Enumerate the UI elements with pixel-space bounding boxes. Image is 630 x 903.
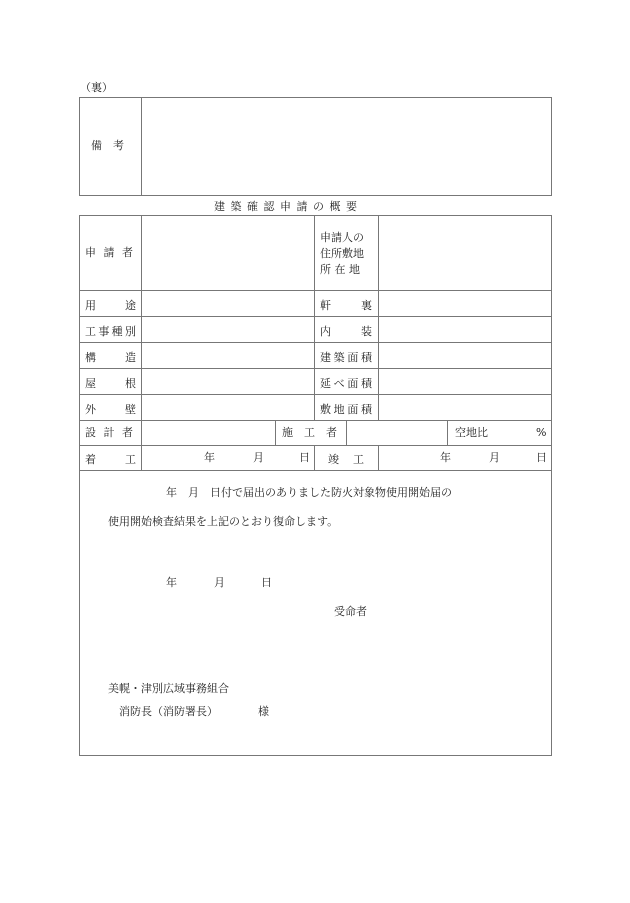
completion-month: 月 bbox=[489, 451, 500, 464]
start-month: 月 bbox=[253, 451, 264, 464]
designer-label: 設 計 者 bbox=[85, 426, 135, 439]
applicant-address-label: 申請人の 住所敷地 所 在 地 bbox=[320, 231, 364, 276]
addressee: 消防長（消防署長） bbox=[119, 705, 218, 718]
work-type-field[interactable] bbox=[142, 317, 314, 342]
open-space-label: 空地比 bbox=[455, 426, 488, 439]
contractor-field[interactable] bbox=[347, 421, 447, 445]
eaves-label: 軒 裏 bbox=[320, 299, 372, 312]
work-type-label: 工 事 種 別 bbox=[85, 325, 136, 338]
roof-label: 屋 根 bbox=[85, 377, 136, 390]
site-area-field[interactable] bbox=[379, 395, 551, 420]
completion-label: 竣 工 bbox=[328, 453, 364, 466]
section-title: 建 築 確 認 申 請 の 概 要 bbox=[214, 200, 358, 213]
designer-field[interactable] bbox=[142, 421, 275, 445]
interior-label: 内 装 bbox=[320, 325, 372, 338]
completion-day: 日 bbox=[536, 451, 547, 464]
applicant-label: 申 請 者 bbox=[85, 246, 135, 259]
report-line-1: 年 月 日付で届出のありました防火対象物使用開始届の bbox=[166, 486, 452, 499]
start-date-field[interactable] bbox=[142, 446, 314, 470]
site-area-label: 敷 地 面 積 bbox=[320, 403, 372, 416]
structure-field[interactable] bbox=[142, 343, 314, 368]
open-space-unit: % bbox=[536, 426, 547, 439]
eaves-field[interactable] bbox=[379, 291, 551, 316]
report-date-day: 日 bbox=[261, 576, 272, 589]
honorific: 様 bbox=[258, 705, 269, 718]
structure-label: 構 造 bbox=[85, 351, 136, 364]
completion-year: 年 bbox=[440, 451, 451, 464]
page-marker: （裏） bbox=[80, 81, 113, 94]
report-date-month: 月 bbox=[214, 576, 225, 589]
completion-date-field[interactable] bbox=[379, 446, 551, 470]
total-floor-area-label: 延 べ 面 積 bbox=[320, 377, 372, 390]
report-line-2: 使用開始検査結果を上記のとおり復命します。 bbox=[108, 515, 339, 528]
start-label: 着 工 bbox=[85, 453, 136, 466]
applicant-field[interactable] bbox=[142, 216, 314, 290]
start-day: 日 bbox=[299, 451, 310, 464]
exterior-wall-label: 外 壁 bbox=[85, 403, 136, 416]
total-floor-area-field[interactable] bbox=[379, 369, 551, 394]
contractor-label: 施 工 者 bbox=[282, 426, 337, 439]
start-year: 年 bbox=[204, 451, 215, 464]
remarks-field[interactable] bbox=[142, 98, 551, 195]
exterior-wall-field[interactable] bbox=[142, 395, 314, 420]
usage-field[interactable] bbox=[142, 291, 314, 316]
remarks-label: 備 考 bbox=[91, 139, 124, 152]
interior-field[interactable] bbox=[379, 317, 551, 342]
building-area-field[interactable] bbox=[379, 343, 551, 368]
reporter-label: 受命者 bbox=[334, 605, 367, 618]
organization-name: 美幌・津別広域事務組合 bbox=[108, 682, 229, 695]
usage-label: 用 途 bbox=[85, 299, 136, 312]
applicant-address-field[interactable] bbox=[379, 216, 551, 290]
reporter-field[interactable] bbox=[372, 600, 542, 620]
building-area-label: 建 築 面 積 bbox=[320, 351, 372, 364]
report-date-year: 年 bbox=[166, 576, 177, 589]
roof-field[interactable] bbox=[142, 369, 314, 394]
